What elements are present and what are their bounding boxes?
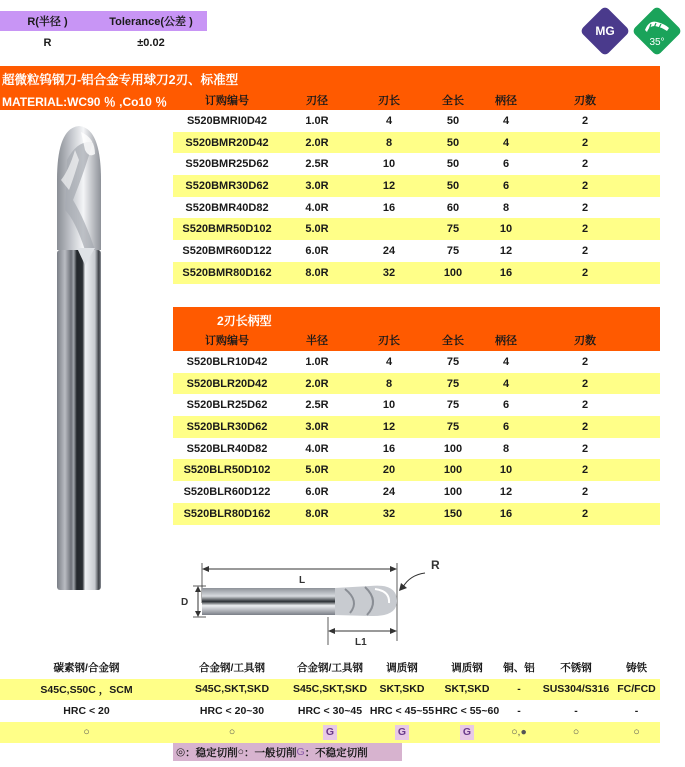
column-header: 刃数 [574,335,596,347]
material-grade-row [0,679,660,701]
unstable-cutting-icon: G [395,725,409,740]
material-grade: SKT,SKD [444,683,490,696]
material-hardness: HRC < 45~55 [369,704,435,717]
table-cell: S520BMR50D102 [182,223,272,236]
ball-end-mill-image [55,120,103,595]
material-suitability-row [0,722,660,744]
table-cell: 8 [502,201,510,214]
table-cell: S520BMR30D62 [185,179,269,192]
table-cell: 10 [499,464,513,477]
table-cell: S520BMR40D82 [185,201,269,214]
table-cell: 8.0R [305,266,329,279]
table-cell: S520BLR40D82 [186,442,268,455]
table-row [173,110,660,132]
table-cell: 5.0R [305,223,329,236]
column-header: 订购编号 [205,95,249,107]
table-cell: 2 [581,114,589,127]
table-cell: 10 [499,223,513,236]
general-cutting-icon: ○ [237,746,245,758]
table-cell: 75 [446,223,460,236]
material-suitability [291,725,369,740]
material-hardness: HRC < 30~45 [297,704,363,717]
cutting-legend [173,743,402,761]
table-cell: S520BMR80D162 [182,266,272,279]
dimension-diagram [175,553,445,648]
material-grade: S45C,SKT,SKD [292,683,368,696]
table-cell: 2.0R [305,377,329,390]
table-row [173,394,660,416]
table-cell: S520BMR25D62 [185,158,269,171]
unstable-cutting-icon: G [296,746,305,758]
table-cell: 2 [581,507,589,520]
column-header: 刃数 [574,95,596,107]
section2-table [173,351,660,525]
table-cell: S520BLR25D62 [186,399,268,412]
table-cell: 100 [443,464,463,477]
table-cell: 100 [443,442,463,455]
general-cutting-icon: ○ [572,726,580,739]
section2-header [173,307,660,351]
general-cutting-icon: ○ [228,726,236,739]
section1-title: 超微粒钨钢刀-铝合金专用球刀2刃、标准型 [2,73,239,87]
material-header: 碳素钢/合金钢 [53,662,120,675]
material-suitability [435,725,499,740]
table-cell: 2 [581,266,589,279]
section1-table [173,110,660,284]
table-cell: 8.0R [305,507,329,520]
table-cell: S520BMRI0D42 [186,114,268,127]
table-cell: 75 [446,377,460,390]
tolerance-header [0,11,207,31]
material-header: 调质钢 [386,662,418,675]
column-header: 刃径 [306,95,328,107]
table-cell: S520BMR20D42 [185,136,269,149]
material-grade: SUS304/S316 [542,683,610,696]
table-cell: 2 [581,464,589,477]
table-cell: S520BLR10D42 [186,355,268,368]
tolerance-values [0,34,207,52]
column-header: 刃长 [378,95,400,107]
table-cell: 4 [502,114,510,127]
radius-pointer [403,573,425,587]
table-cell: 50 [446,114,460,127]
material-header: 合金钢/工具钢 [199,662,265,675]
table-cell: 24 [382,244,396,257]
section2-column-headers [173,331,639,349]
material-hardness-row [0,700,660,722]
table-cell: S520BLR80D162 [183,507,271,520]
table-cell: 16 [499,507,513,520]
table-cell: S520BLR50D102 [183,464,271,477]
material-grade: S45C,SKT,SKD [194,683,270,696]
diameter-label: D [181,597,189,608]
material-header: 合金钢/工具钢 [297,662,363,675]
flute-length-label: L1 [355,637,367,648]
table-cell: 12 [382,420,396,433]
table-cell: S520BLR30D62 [186,420,268,433]
table-cell: 4.0R [305,201,329,214]
table-cell: 1.0R [305,355,329,368]
material-spec: MATERIAL:WC90 ％ ,Co10 ％ [2,95,168,109]
material-suitability [613,726,660,738]
table-cell: 2.0R [305,136,329,149]
material-grade: FC/FCD [617,683,656,696]
general-cutting-icon: ○ [83,726,90,739]
table-cell: 6 [502,399,510,412]
table-row [173,481,660,503]
general-cutting-label: ：一般切削 [244,746,297,759]
table-cell: 10 [382,399,396,412]
mg-badge-label: MG [595,24,615,38]
table-row [173,459,660,481]
table-cell: 10 [382,158,396,171]
tolerance-header-tolerance: Tolerance(公差 ) [109,16,193,28]
table-cell: 2 [581,485,589,498]
table-cell: 4 [385,114,393,127]
section1-column-headers [173,91,639,109]
table-cell: 24 [382,485,396,498]
table-row [173,262,660,284]
table-row [173,132,660,154]
table-cell: 8 [502,442,510,455]
table-cell: 8 [385,136,393,149]
table-cell: 6.0R [305,244,329,257]
general-cutting-icon: ○,● [511,726,527,739]
column-header: 柄径 [495,335,517,347]
table-cell: 150 [443,507,463,520]
table-cell: 2 [581,136,589,149]
material-suitability [0,726,173,738]
table-cell: 4 [502,355,510,368]
material-hardness: HRC < 20~30 [199,704,265,717]
table-cell: 60 [446,201,460,214]
table-cell: 32 [382,266,396,279]
table-cell: 12 [499,244,513,257]
section1-header [0,66,660,110]
table-cell: 75 [446,355,460,368]
table-cell: 50 [446,136,460,149]
column-header: 半径 [306,335,328,347]
material-hardness: HRC < 20 [63,704,110,717]
material-suitability-table [0,657,660,743]
length-label: L [299,575,306,586]
material-grade: SKT,SKD [379,683,425,696]
table-cell: 2 [581,377,589,390]
table-cell: 4 [385,355,393,368]
table-cell: 50 [446,179,460,192]
material-header: 不锈钢 [560,662,592,675]
table-cell: 6 [502,158,510,171]
table-cell: 100 [443,266,463,279]
material-suitability [173,726,291,738]
table-row [173,197,660,219]
table-cell: 75 [446,244,460,257]
material-hardness: HRC < 55~60 [435,704,500,717]
table-cell: 2 [581,442,589,455]
table-cell: 1.0R [305,114,329,127]
table-cell: 16 [499,266,513,279]
helix-angle-label: 35° [649,37,665,48]
tolerance-value: ±0.02 [137,37,165,49]
table-row [173,240,660,262]
column-header: 柄径 [495,95,517,107]
table-cell: 2 [581,223,589,236]
table-cell: 2 [581,158,589,171]
section2-title: 2刃长柄型 [217,314,272,328]
table-cell: 6.0R [305,485,329,498]
table-row [173,416,660,438]
table-cell: S520BLR60D122 [183,485,271,498]
table-cell: 75 [446,399,460,412]
material-header: 铸铁 [626,662,647,675]
radius-label: R [431,558,440,572]
table-cell: 5.0R [305,464,329,477]
table-cell: 2 [581,179,589,192]
material-header-row [0,657,660,679]
table-row [173,351,660,373]
stable-cutting-label: ：稳定切削 [185,746,238,759]
table-cell: 2.5R [305,158,329,171]
material-header: 铜、铝 [503,662,535,675]
column-header: 订购编号 [205,335,249,347]
table-row [173,373,660,395]
table-row [173,503,660,525]
column-header: 全长 [442,335,464,347]
table-cell: S520BLR20D42 [186,377,268,390]
column-header: 全长 [442,95,464,107]
material-grade: S45C,S50C ，SCM [40,683,133,696]
table-cell: 75 [446,420,460,433]
table-cell: 2 [581,355,589,368]
table-cell: 2.5R [305,399,329,412]
tolerance-header-radius: R(半径 ) [27,16,68,28]
table-row [173,438,660,460]
material-hardness: - [574,704,578,717]
material-suitability [539,726,613,738]
flute-icon [643,18,671,34]
general-cutting-icon: ○ [633,726,640,739]
material-hardness: - [517,704,521,717]
table-cell: 2 [581,244,589,257]
table-cell: 2 [581,420,589,433]
table-cell: 50 [446,158,460,171]
table-row [173,153,660,175]
material-grade: - [517,683,521,696]
tolerance-radius-value: R [43,37,52,49]
material-hardness: - [634,704,639,717]
table-cell: 3.0R [305,420,329,433]
table-cell: 4.0R [305,442,329,455]
table-cell: 2 [581,201,589,214]
material-header: 调质钢 [451,662,483,675]
table-cell: 3.0R [305,179,329,192]
material-suitability [499,726,539,738]
stable-cutting-icon: ◎ [176,746,186,758]
table-cell: 100 [443,485,463,498]
table-cell: 32 [382,507,396,520]
unstable-cutting-label: ：不稳定切削 [304,746,368,759]
table-cell: 8 [385,377,393,390]
table-row [173,175,660,197]
table-cell: 12 [499,485,513,498]
table-cell: S520BMR60D122 [182,244,272,257]
unstable-cutting-icon: G [460,725,474,740]
table-cell: 2 [581,399,589,412]
table-cell: 16 [382,442,396,455]
material-suitability [369,725,435,740]
unstable-cutting-icon: G [323,725,337,740]
table-cell: 12 [382,179,396,192]
table-cell: 4 [502,377,510,390]
table-cell: 4 [502,136,510,149]
table-cell: 6 [502,179,510,192]
table-row [173,218,660,240]
column-header: 刃长 [378,335,400,347]
table-cell: 20 [382,464,396,477]
table-cell: 6 [502,420,510,433]
table-cell: 16 [382,201,396,214]
